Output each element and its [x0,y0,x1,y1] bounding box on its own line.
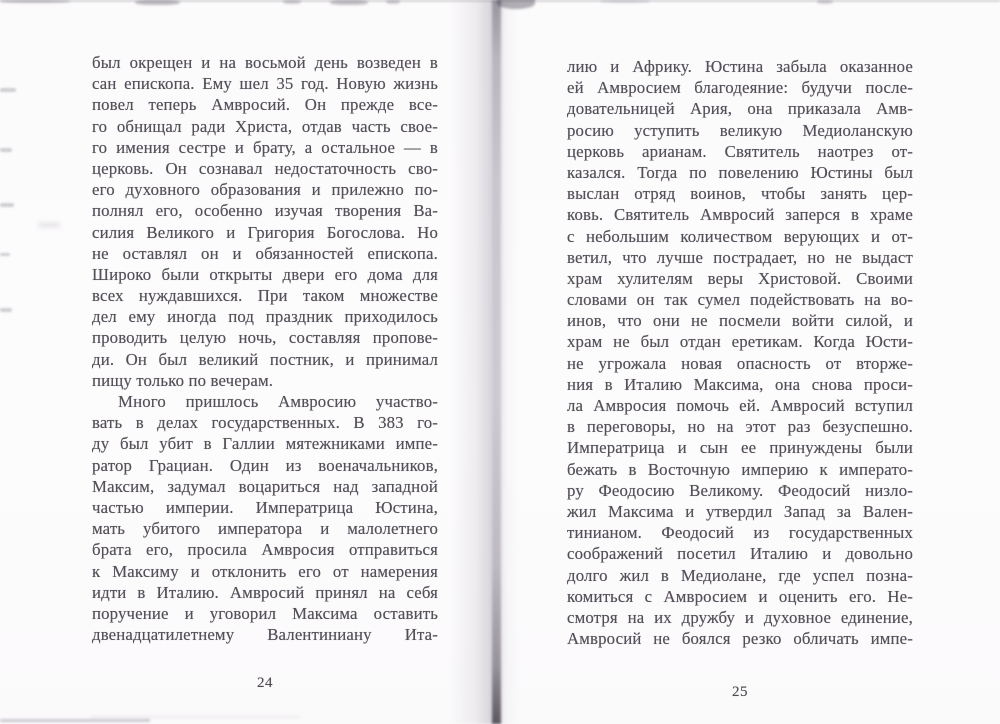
text-line: словами он так сумел подействовать на во- [567,290,913,310]
text-line: сан епископа. Ему шел 35 год. Новую жизнь [92,74,438,94]
text-line: казался. Тогда по повелению Юстины был [567,162,913,182]
scan-bottom-edge [90,716,300,718]
text-line: его духовного образования и прилежно по- [92,180,438,200]
book-spine-line [492,0,501,724]
scan-bottom-edge [0,719,150,722]
page-edge-mark [0,148,12,152]
text-line: ей Амвросием благодеяние: будучи после- [567,78,913,98]
text-line: церковь. Он сознавал недостаточность сво- [92,158,438,178]
text-line: Максим, задумал воцариться над западной [92,476,438,496]
text-line: церковь арианам. Святитель наотрез от- [567,141,913,161]
page-left-text [92,52,438,645]
text-line: долго жил в Медиолане, где успел позна- [567,565,913,585]
text-line: жил Максима и утвердил Запад за Вален- [567,501,913,521]
text-line: росию уступить великую Медиоланскую [567,120,913,140]
text-line: в переговоры, но на этот раз безуспешно. [567,417,913,437]
text-line: комиться с Амвросием и оценить его. Не- [567,586,913,606]
text-line: довательницей Ария, она приказала Амв- [567,99,913,119]
text-line: ния в Италию Максима, она снова проси- [567,374,913,394]
text-line: ду был убит в Галлии мятежниками импе- [92,434,438,454]
text-line: выслан отряд воинов, чтобы занять цер- [567,184,913,204]
text-line: ветил, что лучше пострадает, но не выдаст [567,247,913,267]
page-edge-mark [38,222,60,228]
text-line: силия Великого и Григория Богослова. Но [92,222,438,242]
text-line: всех нуждавшихся. При таком множестве [92,286,438,306]
text-line: дел ему иногда под праздник приходилось [92,307,438,327]
scan-edge-artifact [600,0,650,3]
text-line: храм хулителям веры Христовой. Своими [567,268,913,288]
text-line: не оставлял он и обязанностей епископа. [92,243,438,263]
page-number-right: 25 [732,684,748,700]
text-line: ди. Он был великий постник, и принимал [92,349,438,369]
page-number-left: 24 [257,675,273,691]
text-line: го имения сестре и брату, а остальное — в [92,137,438,157]
text-line: бежать в Восточную империю к императо- [567,459,913,479]
text-line: с небольшим количеством верующих и от- [567,226,913,246]
text-line: Много пришлось Амвросию участво- [118,392,438,411]
spine-top-shadow [497,0,535,9]
text-line: тинианом. Феодосий из государственных [567,523,913,543]
text-line: ратор Грациан. Один из военачальников, [92,455,438,475]
scan-edge-artifact [330,0,368,5]
text-line: был окрещен и на восьмой день возведен в [92,53,438,72]
text-line: ру Феодосию Великому. Феодосий низло- [567,480,913,500]
text-line: Императрица и сын ее принуждены были [567,438,913,458]
scan-edge-artifact [135,0,180,5]
text-line: полнял его, особенно изучая творения Ва- [92,201,438,221]
text-line: инов, что они не посмели войти силой, и [567,311,913,331]
page-edge-mark [0,88,16,92]
page-edge-mark [0,203,14,207]
text-line: не угрожала новая опасность от вторже- [567,353,913,373]
page-edge-mark [0,253,10,256]
text-line: пищу только по вечерам. [92,370,274,390]
scan-edge-artifact [386,0,400,4]
text-line: лию и Африку. Юстина забыла оказанное [567,57,913,76]
text-line: ла Амвросия помочь ей. Амвросий вступил [567,396,913,415]
text-line: частью империи. Императрица Юстина, [92,497,438,517]
text-line: Широко были открыты двери его дома для [92,264,438,284]
text-line: соображений посетил Италию и довольно [567,544,913,564]
text-line: го обнищал ради Христа, отдав часть свое- [92,116,438,136]
book-gutter-shadow [450,0,520,724]
text-line: повел теперь Амвросий. Он прежде все- [92,95,438,115]
scan-edge-artifact [0,0,70,3]
page-right-text [567,56,913,649]
text-line: проводить целую ночь, составляя пропове- [92,328,438,348]
scan-edge-artifact [283,0,301,4]
text-line: к Максиму и отклонить его от намерения [92,561,438,581]
text-line: идти в Италию. Амвросий принял на себя [92,582,438,602]
page-edge-mark [0,308,12,312]
text-line: Амвросий не боялся резко обличать импе- [567,629,913,649]
text-line: храм не был отдан еретикам. Когда Юсти- [567,332,913,352]
text-line: двенадцатилетнему Валентиниану Ита- [92,625,438,645]
text-line: вать в делах государственных. В 383 го- [92,413,438,433]
text-line: мать убитого императора и малолетнего [92,519,438,539]
text-line: ковь. Святитель Амвросий заперся в храме [567,205,913,225]
text-line: смотря на их дружбу и духовное единение, [567,607,913,627]
text-line: поручение и уговорил Максима оставить [92,603,438,623]
scan-edge-artifact [817,0,833,4]
text-line: брата его, просила Амвросия отправиться [92,540,438,560]
